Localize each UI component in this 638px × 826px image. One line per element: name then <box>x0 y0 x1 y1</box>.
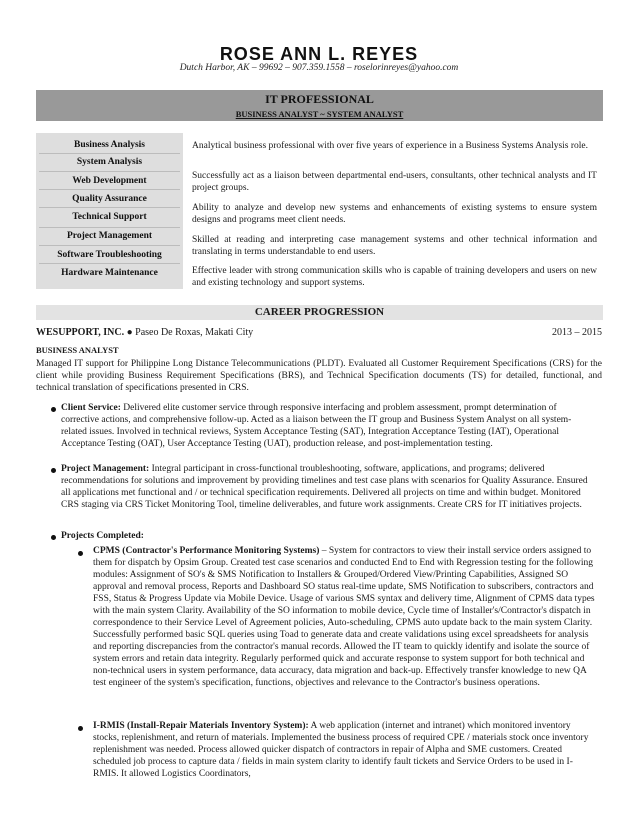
project-cpms <box>93 545 598 689</box>
bullet-text: Delivered elite customer service through responsive interfacing and problem assessment, prompt determination of corrective actions, and comprehensive follow-up. Acted as a liaison between the IT group and Business System Analyst on all system-related issues. Involved in technical reviews, System Acceptance Testing (SAT), Integration Acceptance Testing (IAT), Operational Acceptance Testing (OAT), User Acceptance Testing (UAT), production release, and post-implementation testing. <box>61 403 572 449</box>
skill-item: Hardware Maintenance <box>61 268 158 278</box>
skill-item: Project Management <box>66 231 153 241</box>
candidate-name: ROSE ANN L. REYES <box>219 44 419 64</box>
project-label: I-RMIS (Install-Repair Materials Inventory System): <box>93 721 309 731</box>
skill-item: Software Troubleshooting <box>57 250 162 260</box>
bullet-text: Integral participant in cross-functional troubleshooting, software, applications, and programs; delivered recommendations for solutions and improvement by providing timelines and test case plans with scenarios for Quality Assurance. Ensured all applications met functional and / or technical specification requirements. Delivered all projects on time and within budget. Monitored CRS staging via CRS Ticket Monitoring Tool, timeline deliverables, and future work assignments. Create CRS for IT initiatives projects. <box>61 464 588 510</box>
skill-item: Business Analysis <box>73 140 146 150</box>
project-label: CPMS (Contractor's Performance Monitoring Systems) <box>93 546 320 556</box>
profile-subtitle: BUSINESS ANALYST ~ SYSTEM ANALYST <box>36 108 603 121</box>
skill-divider <box>39 189 180 190</box>
skill-divider <box>39 227 180 228</box>
career-heading: CAREER PROGRESSION <box>36 305 603 320</box>
skill-divider <box>39 207 180 208</box>
skill-item: Technical Support <box>72 212 147 222</box>
project-text: – System for contractors to view their install service orders assigned to them for dispatch by Opsim Group. Created test case scenarios and conducted End to End with Regression testing for the following modules: Assignment of SO's & SMS Notification to Installers & Grouped/Ordered View/Printing Capabilities, Assigned SO approval and removal process, Reports and Dashboard SO status real-time update, SMS Notification to subscribers, contractors and FSS, Status & Progress Update via Mobile Device. Usage of various SMS syntax and delivery time, Alignment of CPMS data types with the main system Clarity. Availability of the SO information to mobile device, Cycle time of Installer's/Contractor's dispatch in correspondence to their Service Level of Agreement policies, Auto-scheduling, CPMS auto update back to the main system Clarity. Successfully performed basic SQL queries using Toad to generate data and create validations using excel spreadsheets for analysis and reporting discrepancies from the contractor's manual records. Allowed the IT team to quickly identify and isolate the source of system errors and retain data integrity. Regularly performed quick and accurate response to system support for both technical and non-technical users in system performance, data accuracy, data migration and back-up. Effectively transfer knowledge to new QA test engineer of the system's specification, functions, objectives and relevance to the Contractor's business operations. <box>93 546 595 688</box>
skill-divider <box>39 171 180 172</box>
bullet-projects-completed <box>61 530 591 542</box>
job-role: BUSINESS ANALYST <box>36 345 119 355</box>
skill-divider <box>39 245 180 246</box>
skill-divider <box>39 263 180 264</box>
bullet-label: Projects Completed: <box>61 531 144 541</box>
job-description: Managed IT support for Philippine Long Distance Telecommunications (PLDT). Evaluated all Customer Requirement Specifications (CRS) for the client while providing Business Requirement Specifications (BRS), and Technical Specification documents (TS) for detailed, functional, and technical translation of specifications presented in CRS. <box>36 359 602 393</box>
project-text: A web application (internet and intranet) which monitored inventory stocks, replenishment, and return of materials. Implemented the business process of required CPE / materials stock once inventory replenishment was needed. Process allowed quicker dispatch of contractors in repair of Alpha and SME customers. Created scheduled job process to capture data / fields in main system clarity to identify fault tickets and Service Orders to be used in I-RMIS. It allowed Logistics Coordinators, <box>93 721 589 779</box>
skill-item: Web Development <box>72 176 147 186</box>
bullet-client-service <box>61 402 591 450</box>
company-location: ● Paseo De Roxas, Makati City <box>126 327 254 338</box>
bullet-dot <box>78 726 83 731</box>
summary-paragraph: Analytical business professional with over five years of experience in a Business Systems Analysis role. <box>192 141 589 151</box>
summary-paragraph: Effective leader with strong communication skills who is capable of training developers and users on new and existing technology and support systems. <box>192 266 597 288</box>
skills-panel <box>36 133 183 289</box>
bullet-project-management <box>61 463 591 511</box>
bullet-dot <box>51 535 56 540</box>
bullet-label: Client Service: <box>61 403 121 413</box>
company-name: WESUPPORT, INC. <box>36 327 125 338</box>
bullet-dot <box>78 551 83 556</box>
skill-item: Quality Assurance <box>72 194 147 204</box>
skill-divider <box>39 153 180 154</box>
summary-paragraph: Successfully act as a liaison between departmental end-users, consultants, other technical analysts and IT project groups. <box>192 171 597 193</box>
bullet-label: Project Management: <box>61 464 150 474</box>
bullet-dot <box>51 468 56 473</box>
employment-dates: 2013 – 2015 <box>552 327 602 338</box>
project-irmis <box>93 720 598 780</box>
company-line <box>36 327 253 338</box>
summary-paragraph: Ability to analyze and develop new systems and enhancements of existing systems to ensure system designs and programs meet client needs. <box>192 203 597 225</box>
summary-paragraph: Skilled at reading and interpreting case management systems and other technical information and translating in terms understandable to end users. <box>192 235 597 257</box>
profile-title: IT PROFESSIONAL <box>36 90 603 108</box>
skill-item: System Analysis <box>76 157 143 167</box>
bullet-dot <box>51 407 56 412</box>
contact-line: Dutch Harbor, AK – 99692 – 907.359.1558 – roselorinreyes@yahoo.com <box>179 63 459 73</box>
